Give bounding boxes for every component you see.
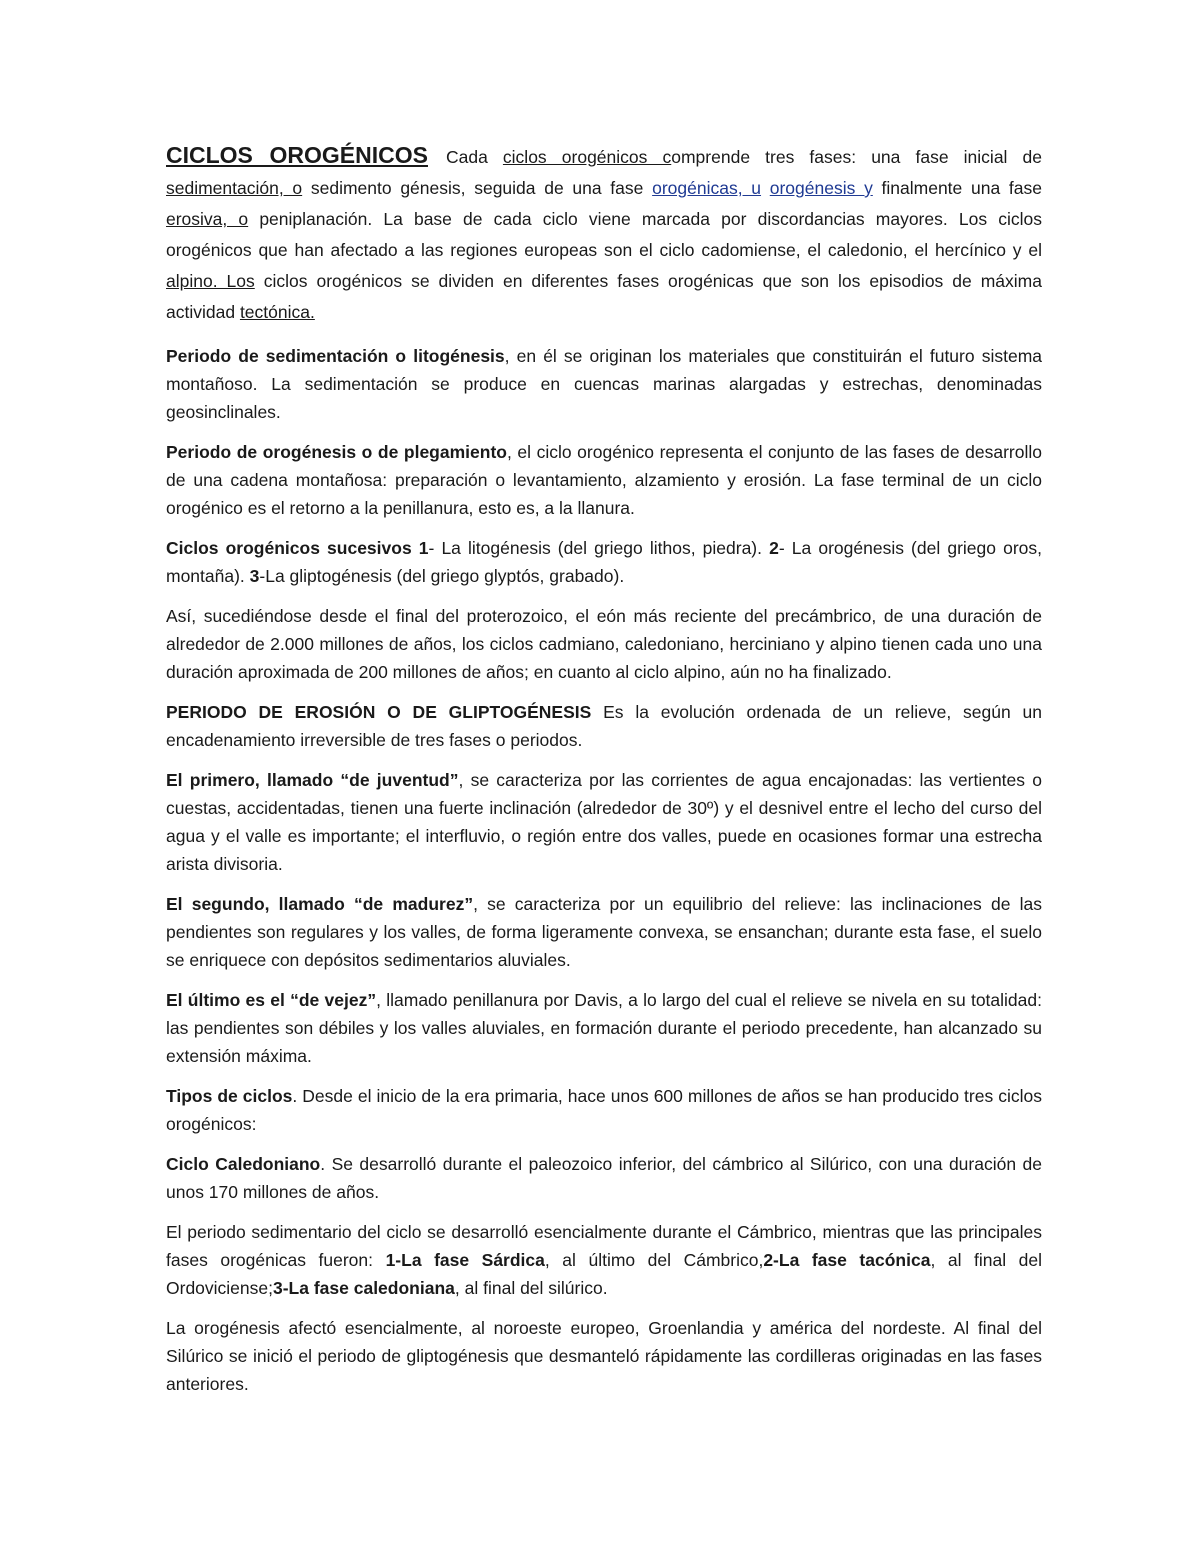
text-run: La orogénesis afectó esencialmente, al noroeste europeo, Groenlandia y américa del nordeste. Al final del Silúrico se inició el periodo de gliptogénesis que desmanteló rápidamente las cordilleras originadas en las fases anteriores. bbox=[166, 1318, 1042, 1394]
bold-run: El segundo, llamado “de madurez” bbox=[166, 894, 474, 914]
bold-run: Ciclos orogénicos sucesivos 1 bbox=[166, 538, 429, 558]
underlined-run: sedimentación, o bbox=[166, 178, 303, 198]
paragraph-caledoniano bbox=[166, 1150, 1042, 1206]
paragraph-madurez bbox=[166, 890, 1042, 974]
text-run: -La gliptogénesis (del griego glyptós, grabado). bbox=[259, 566, 625, 586]
underlined-run: tectónica. bbox=[239, 302, 315, 322]
paragraph-intro bbox=[166, 140, 1042, 328]
paragraph-orogenesis bbox=[166, 438, 1042, 522]
text-run: sedimento génesis, seguida de una fase bbox=[302, 178, 653, 198]
paragraph-periodo-sedimentario bbox=[166, 1218, 1042, 1302]
text-run: - La orogénesis (del griego oros, montaña). bbox=[166, 538, 1042, 586]
bold-run: 3-La fase caledoniana bbox=[273, 1278, 455, 1298]
paragraph-vejez bbox=[166, 986, 1042, 1070]
bold-run: El primero, llamado “de juventud” bbox=[166, 770, 459, 790]
text-run: , al último del Cámbrico, bbox=[544, 1250, 764, 1270]
text-run: finalmente una fase bbox=[872, 178, 1042, 198]
bold-run: 2 bbox=[769, 538, 779, 558]
bold-run: El último es el “de vejez” bbox=[166, 990, 377, 1010]
text-run: Cada bbox=[445, 147, 503, 167]
text-run: , se caracteriza por un equilibrio del relieve: las inclinaciones de las pendientes son regulares y los valles, de forma ligeramente convexa, se ensanchan; durante esta fase, el suelo se enriquece con depósitos sedimentarios aluviales. bbox=[166, 894, 1043, 970]
text-run: Así, sucediéndose desde el final del proterozoico, el eón más reciente del precámbrico, de una duración de alrededor de 2.000 millones de años, los ciclos cadmiano, caledoniano, herciniano y alpino tienen cada uno una duración aproximada de 200 millones de años; en cuanto al ciclo alpino, aún no ha finalizado. bbox=[166, 606, 1042, 682]
text-run: ciclos orogénicos se dividen en diferentes fases orogénicas que son los episodios de máxima actividad bbox=[166, 271, 1042, 322]
text-run: , el ciclo orogénico representa el conjunto de las fases de desarrollo de una cadena montañosa: preparación o levantamiento, alzamiento y erosión. La fase terminal de un ciclo orogénico es el retorno a la penillanura, esto es, a la llanura. bbox=[166, 442, 1043, 518]
paragraph-erosion bbox=[166, 698, 1042, 754]
paragraph-tipos-ciclos bbox=[166, 1082, 1042, 1138]
bold-run: PERIODO DE EROSIÓN O DE GLIPTOGÉNESIS bbox=[166, 702, 592, 722]
text-run: , llamado penillanura por Davis, a lo largo del cual el relieve se nivela en su totalidad: las pendientes son débiles y los valles aluviales, en formación durante el periodo precedente, han alcanzado su extensión máxima. bbox=[166, 990, 1042, 1066]
bold-run: 1-La fase Sárdica bbox=[385, 1250, 545, 1270]
text-run: , al final del silúrico. bbox=[454, 1278, 608, 1298]
text-run: , se caracteriza por las corrientes de agua encajonadas: las vertientes o cuestas, accidentadas, tienen una fuerte inclinación (alrededor de 30º) y el desnivel entre el lecho del curso del agua y el valle es importante; el interfluvio, o región entre dos valles, puede en ocasiones formar una estrecha arista divisoria. bbox=[166, 770, 1042, 874]
bold-run: Periodo de sedimentación o litogénesis bbox=[166, 346, 505, 366]
text-run: . Se desarrolló durante el paleozoico inferior, del cámbrico al Silúrico, con una duración de unos 170 millones de años. bbox=[166, 1154, 1042, 1202]
text-run: omprende tres fases: una fase inicial de bbox=[671, 147, 1042, 167]
underlined-run: erosiva, o bbox=[166, 209, 249, 229]
bold-run: Periodo de orogénesis o de plegamiento bbox=[166, 442, 507, 462]
underlined-run: orogénesis y bbox=[769, 178, 873, 198]
underlined-run: orogénicas, u bbox=[652, 178, 762, 198]
bold-run: 2-La fase tacónica bbox=[763, 1250, 931, 1270]
document-title: CICLOS OROGÉNICOS bbox=[166, 142, 428, 168]
underlined-run: ciclos orogénicos c bbox=[502, 147, 672, 167]
bold-run: Tipos de ciclos bbox=[166, 1086, 293, 1106]
bold-run: 3 bbox=[249, 566, 260, 586]
underlined-run: alpino. Los bbox=[166, 271, 255, 291]
text-run: , en él se originan los materiales que constituirán el futuro sistema montañoso. La sedimentación se produce en cuencas marinas alargadas y estrechas, denominadas geosinclinales. bbox=[166, 346, 1042, 422]
paragraph-proterozoico bbox=[166, 602, 1042, 686]
paragraph-juventud bbox=[166, 766, 1042, 878]
text-run bbox=[761, 178, 770, 198]
document-body bbox=[166, 140, 1042, 1410]
text-run: El periodo sedimentario del ciclo se desarrolló esencialmente durante el Cámbrico, mientras que las principales fases orogénicas fueron: bbox=[166, 1222, 1042, 1270]
paragraph-ciclos-sucesivos bbox=[166, 534, 1042, 590]
text-run: . Desde el inicio de la era primaria, hace unos 600 millones de años se han producido tres ciclos orogénicos: bbox=[166, 1086, 1042, 1134]
text-run: , al final del Ordoviciense; bbox=[166, 1250, 1043, 1298]
text-run: peniplanación. La base de cada ciclo viene marcada por discordancias mayores. Los ciclos orogénicos que han afectado a las regiones europeas son el ciclo cadomiense, el caledonio, el hercínico y el bbox=[166, 209, 1042, 260]
text-run: - La litogénesis (del griego lithos, piedra). bbox=[428, 538, 770, 558]
paragraph-sedimentacion bbox=[166, 342, 1042, 426]
text-run: Es la evolución ordenada de un relieve, según un encadenamiento irreversible de tres fases o periodos. bbox=[166, 702, 1042, 750]
paragraph-orogenesis-afecto bbox=[166, 1314, 1042, 1398]
bold-run: Ciclo Caledoniano bbox=[166, 1154, 321, 1174]
